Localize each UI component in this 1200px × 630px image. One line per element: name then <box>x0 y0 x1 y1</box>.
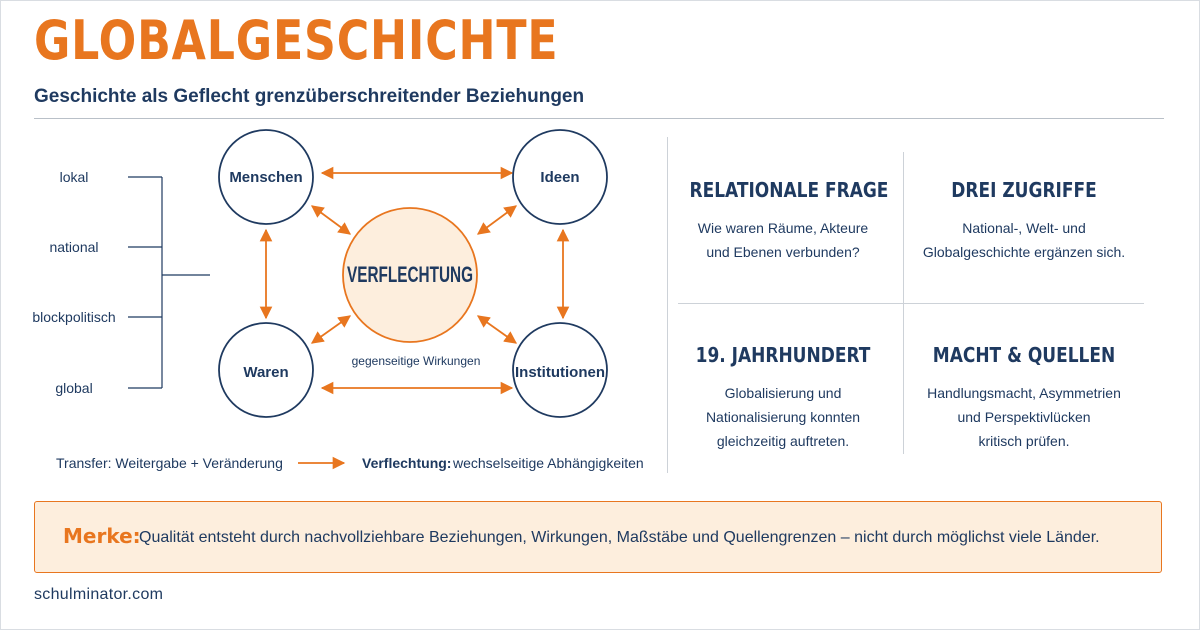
card-19-jahrhundert <box>673 343 893 453</box>
card-title: 19. JAHRHUNDERT <box>695 343 871 367</box>
panel-divider <box>667 137 668 473</box>
arrow-menschen-center <box>312 206 350 234</box>
legend-entanglement-term: Verflechtung: <box>362 455 452 471</box>
note-box <box>34 501 1162 573</box>
header-divider <box>34 118 1164 119</box>
card-text: National-, Welt- und Globalgeschichte ergänzen sich. <box>922 220 1126 260</box>
card-text: Wie waren Räume, Akteure und Ebenen verbunden? <box>697 220 869 260</box>
center-label: VERFLECHTUNG <box>347 262 473 287</box>
page-subtitle: Geschichte als Geflecht grenzüberschreitender Beziehungen <box>34 86 585 107</box>
note-text: Qualität entsteht durch nachvollziehbare Beziehungen, Wirkungen, Maßstäbe und Quellengrenzen – nicht durch möglichst viele Länder. <box>139 529 1100 546</box>
level-label-blockpolitisch: blockpolitisch <box>32 309 116 325</box>
card-title: DREI ZUGRIFFE <box>951 178 1097 202</box>
arrow-waren-center <box>312 316 350 343</box>
card-title: RELATIONALE FRAGE <box>689 178 889 202</box>
node-label-waren: Waren <box>243 364 289 381</box>
card-macht-quellen <box>914 343 1134 453</box>
arrow-ideen-center <box>478 206 516 234</box>
levels-bracket <box>128 177 210 388</box>
level-label-national: national <box>49 239 99 255</box>
card-drei-zugriffe <box>914 178 1134 264</box>
arrow-institutionen-center <box>478 316 516 343</box>
card-text: Globalisierung und Nationalisierung konnten gleichzeitig auftreten. <box>705 385 861 449</box>
center-caption: gegenseitige Wirkungen <box>351 354 481 368</box>
node-label-menschen: Menschen <box>229 169 303 186</box>
card-relationale-frage <box>673 178 893 264</box>
level-label-lokal: lokal <box>59 169 89 185</box>
page-title: GLOBALGESCHICHTE <box>34 9 559 72</box>
card-title: MACHT & QUELLEN <box>932 343 1116 367</box>
footer-site: schulminator.com <box>34 586 164 603</box>
entanglement-diagram <box>0 120 666 480</box>
legend-transfer: Transfer: Weitergabe + Veränderung <box>56 455 283 471</box>
level-label-global: global <box>55 380 93 396</box>
card-text: Handlungsmacht, Asymmetrien und Perspektivlücken kritisch prüfen. <box>927 385 1121 449</box>
node-label-ideen: Ideen <box>540 169 580 186</box>
node-label-institutionen: Institutionen <box>515 364 605 381</box>
legend-entanglement-text: wechselseitige Abhängigkeiten <box>453 455 644 471</box>
card-grid-horizontal-line <box>678 303 1144 304</box>
note-label: Merke: <box>63 524 141 548</box>
